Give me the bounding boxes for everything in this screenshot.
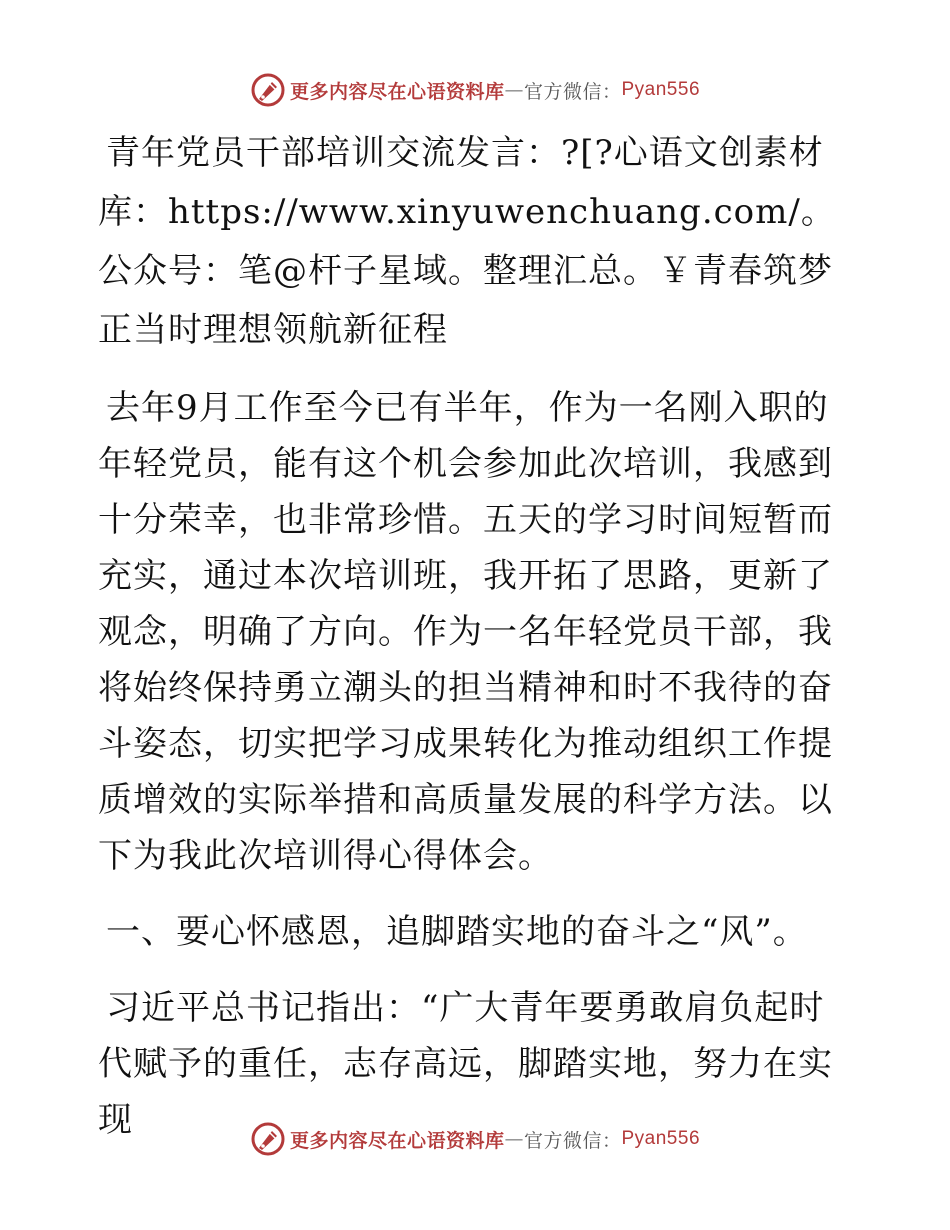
- document-body: [98, 124, 858, 1148]
- section-heading: 一、要心怀感恩，追脚踏实地的奋斗之“风”。: [106, 912, 808, 952]
- banner-main-text: 更多内容尽在心语资料库: [289, 80, 505, 103]
- banner-wechat-id: Pyan556: [621, 1128, 701, 1149]
- banner-wechat-id: Pyan556: [621, 79, 701, 100]
- banner-wechat-label: 官方微信：: [523, 1129, 622, 1152]
- pen-nib-logo-icon: [250, 1121, 286, 1157]
- banner-main-text: 更多内容尽在心语资料库: [289, 1129, 505, 1152]
- paragraph-quote: 习近平总书记指出：“广大青年要勇敢肩负起时代赋予的重任，志存高远，脚踏实地，努力在实现: [98, 988, 833, 1140]
- banner-dash: —: [504, 1128, 524, 1150]
- banner-wechat-label: 官方微信：: [523, 80, 622, 103]
- banner-dash: —: [504, 79, 524, 101]
- footer-banner: [0, 1119, 950, 1159]
- header-banner: [0, 70, 950, 110]
- pen-nib-logo-icon: [250, 72, 286, 108]
- paragraph-intro: 去年9月工作至今已有半年，作为一名刚入职的年轻党员，能有这个机会参加此次培训，我感到十分荣幸，也非常珍惜。五天的学习时间短暂而充实，通过本次培训班，我开拓了思路，更新了观念，明确了方向。作为一名年轻党员干部，我将始终保持勇立潮头的担当精神和时不我待的奋斗姿态，切实把学习成果转化为推动组织工作提质增效的实际举措和高质量发展的科学方法。以下为我此次培训得心得体会。: [98, 388, 833, 876]
- paragraph-title: 青年党员干部培训交流发言：?[?心语文创素材库：https://www.xinyuwenchuang.com/。公众号：笔@杆子星域。整理汇总。￥青春筑梦正当时理想领航新征程: [98, 133, 836, 350]
